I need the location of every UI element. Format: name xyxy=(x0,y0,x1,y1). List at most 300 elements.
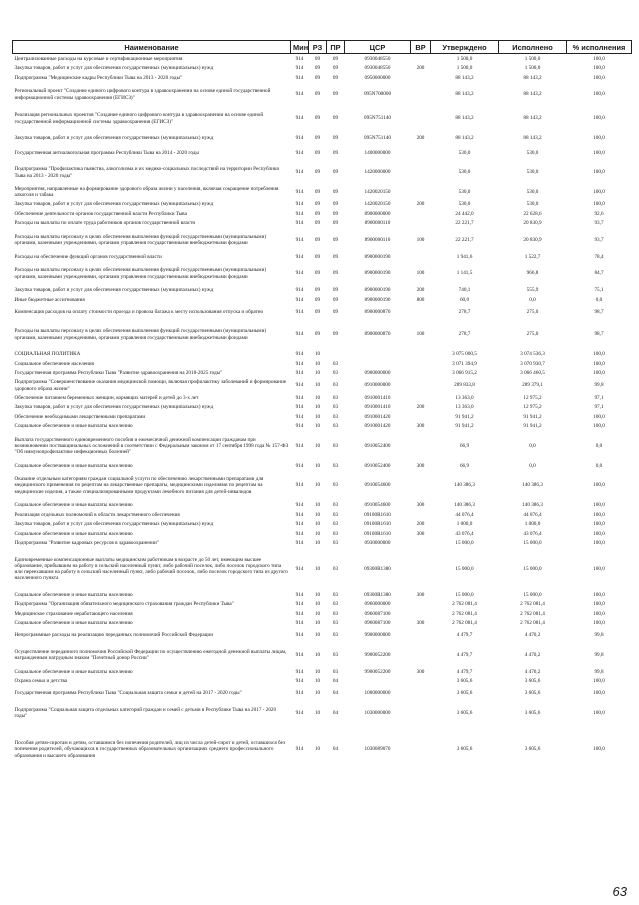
table-row xyxy=(13,262,632,286)
col-approved: 140 386,3 xyxy=(454,502,475,509)
table-row xyxy=(13,422,632,432)
col-csr: 0910001410 xyxy=(364,394,391,401)
col-csr: 8900000190 xyxy=(364,287,391,294)
col-name: Централизованные расходы на курсовые и сертификационные мероприятия xyxy=(14,55,183,62)
col-name: Подпрограмма "Социальная защита отдельных категорий граждан и семей с детьми в Республике Тыва на 2017 - 2020 годы" xyxy=(14,706,277,719)
col-approved: 88 143,2 xyxy=(455,91,474,98)
col-rz: 09 xyxy=(314,91,321,98)
table-row xyxy=(13,369,632,379)
col-executed: 3 605,6 xyxy=(524,709,541,716)
table-row xyxy=(13,54,632,64)
col-percent: 100,0 xyxy=(593,65,605,72)
col-min: 914 xyxy=(295,530,304,537)
col-csr: 9900000000 xyxy=(364,632,391,639)
col-executed: 0,0 xyxy=(529,462,536,469)
table-row xyxy=(13,643,632,667)
col-approved: 91 941,2 xyxy=(455,413,474,420)
col-csr: 8900000870 xyxy=(364,331,391,338)
col-approved: 66,9 xyxy=(459,442,470,449)
col-min: 914 xyxy=(295,565,304,572)
col-name: Подпрограмма "Развитие кадровых ресурсов в здравоохранении" xyxy=(14,540,159,547)
table-row xyxy=(13,548,632,590)
table-row xyxy=(13,471,632,501)
col-name: Социальное обеспечение и иные выплаты населению xyxy=(14,620,133,627)
col-executed: 0,0 xyxy=(529,442,536,449)
col-percent: 100,0 xyxy=(593,201,605,208)
col-rz: 10 xyxy=(314,394,321,401)
col-approved: 3 075 000,5 xyxy=(452,351,477,358)
col-executed: 88 143,2 xyxy=(523,115,542,122)
col-vr xyxy=(411,73,431,83)
col-vr: 300 xyxy=(416,462,425,469)
col-name: Социальное обеспечение и иные выплаты населению xyxy=(14,502,133,509)
col-rz: 10 xyxy=(314,678,321,685)
col-pr: 04 xyxy=(332,709,339,716)
col-approved: 2 762 081,4 xyxy=(452,601,477,608)
col-executed: 275,0 xyxy=(526,308,539,315)
col-min: 914 xyxy=(295,370,304,377)
col-csr: 09100R1610 xyxy=(364,521,391,528)
col-approved: 2 762 081,4 xyxy=(452,610,477,617)
col-rz: 10 xyxy=(314,601,321,608)
col-percent: 100,0 xyxy=(593,188,605,195)
col-vr xyxy=(411,146,431,161)
col-vr: 200 xyxy=(416,201,425,208)
col-percent: 100,0 xyxy=(593,521,605,528)
col-vr: 200 xyxy=(416,404,425,411)
col-name: Социальное обеспечение населения xyxy=(14,360,94,367)
col-csr xyxy=(345,359,411,369)
col-rz: 10 xyxy=(314,610,321,617)
col-rz: 10 xyxy=(314,482,321,489)
col-min: 914 xyxy=(295,620,304,627)
col-rz: 09 xyxy=(314,287,321,294)
col-rz: 09 xyxy=(314,169,321,176)
col-csr: 9900052200 xyxy=(364,668,391,675)
col-executed: 4 470,2 xyxy=(524,651,541,658)
col-approved: 3 605,6 xyxy=(456,678,473,685)
table-row xyxy=(13,431,632,461)
col-executed: 15 000,0 xyxy=(523,540,542,547)
table-row xyxy=(13,619,632,629)
col-percent: 100,0 xyxy=(593,678,605,685)
col-name: Обеспечение деятельности органов государственной власти Республики Тыва xyxy=(14,210,187,217)
col-csr: 0910054600 xyxy=(364,502,391,509)
col-percent: 99,8 xyxy=(594,382,604,389)
col-min: 914 xyxy=(295,65,304,72)
col-min: 914 xyxy=(295,502,304,509)
col-percent: 98,7 xyxy=(594,308,604,315)
col-vr: 300 xyxy=(416,591,425,598)
col-rz: 10 xyxy=(314,442,321,449)
col-csr: 1420020150 xyxy=(364,201,391,208)
col-pr: 03 xyxy=(332,394,339,401)
col-executed: 91 941,2 xyxy=(523,413,542,420)
col-percent: 100,0 xyxy=(593,413,605,420)
col-pr: 09 xyxy=(332,115,339,122)
col-min: 914 xyxy=(295,668,304,675)
col-csr: 0900000000 xyxy=(364,370,391,377)
col-percent: 93,7 xyxy=(594,220,604,227)
col-pr: 09 xyxy=(332,270,339,277)
col-csr: 0950000000 xyxy=(364,74,391,81)
col-name: Социальное обеспечение и иные выплаты населению xyxy=(14,668,133,675)
col-vr: 200 xyxy=(416,287,425,294)
col-vr: 200 xyxy=(416,65,425,72)
col-vr xyxy=(411,252,431,262)
col-approved: 15 000,0 xyxy=(455,565,474,572)
col-csr: 9900052200 xyxy=(364,651,391,658)
col-min: 914 xyxy=(295,540,304,547)
col-csr: 8900000110 xyxy=(364,220,391,227)
col-min: 914 xyxy=(295,220,304,227)
col-name: Реализация региональных проектов "Создание единого цифрового контура в здравоохранении на основе единой государственной информационной системы здравоохранения (ЕГИСЗ)" xyxy=(14,112,264,125)
col-min: 914 xyxy=(295,651,304,658)
col-name: Государственная программа Республики Тыва "Развитие здравоохранения на 2018-2025 годы" xyxy=(14,370,223,377)
col-csr: 0930048550 xyxy=(364,55,391,62)
col-percent: 100,0 xyxy=(593,482,605,489)
col-csr: 0960000000 xyxy=(364,601,391,608)
col-approved: 3 605,6 xyxy=(456,709,473,716)
col-executed: 44 076,4 xyxy=(523,511,542,518)
col-rz: 09 xyxy=(314,210,321,217)
col-csr: 0910052400 xyxy=(364,462,391,469)
col-pr: 03 xyxy=(332,442,339,449)
col-executed: 4 470,2 xyxy=(524,632,541,639)
col-name: Охрана семьи и детства xyxy=(14,678,68,685)
col-min: 914 xyxy=(295,134,304,141)
col-executed: 530,0 xyxy=(526,188,539,195)
col-vr xyxy=(411,539,431,549)
col-percent: 100,0 xyxy=(593,530,605,537)
col-pr: 03 xyxy=(332,423,339,430)
col-approved: 22 221,7 xyxy=(455,220,474,227)
col-pr: 09 xyxy=(332,220,339,227)
col-min: 914 xyxy=(295,236,304,243)
col-min: 914 xyxy=(295,210,304,217)
col-name: Социальное обеспечение и иные выплаты населению xyxy=(14,462,133,469)
col-pr: 03 xyxy=(332,540,339,547)
col-pr: 09 xyxy=(332,308,339,315)
col-csr: 1400000000 xyxy=(364,149,391,156)
col-rz: 09 xyxy=(314,308,321,315)
table-row xyxy=(13,185,632,200)
col-min: 914 xyxy=(295,296,304,303)
col-vr xyxy=(411,510,431,520)
col-vr xyxy=(411,686,431,701)
col-rz: 10 xyxy=(314,591,321,598)
col-rz: 09 xyxy=(314,253,321,260)
col-vr xyxy=(411,83,431,107)
col-pr: 03 xyxy=(332,360,339,367)
col-percent: 99,8 xyxy=(594,668,604,675)
col-executed: 275,0 xyxy=(526,331,539,338)
table-row xyxy=(13,83,632,107)
col-name: Иные бюджетные ассигнования xyxy=(14,296,85,303)
col-min: 914 xyxy=(295,404,304,411)
col-csr: 1030089070 xyxy=(364,746,391,753)
col-name: Пособия детям-сиротам и детям, оставшимся без попечения родителей, лиц из числа детей-сирот и детей, оставшихся без попечения родителей, обучающихся в государственных образовательных организациях среднего профессионального образования и высшего образования xyxy=(14,740,286,759)
col-executed: 530,0 xyxy=(526,149,539,156)
col-csr: 0910001410 xyxy=(364,404,391,411)
col-rz: 10 xyxy=(314,709,321,716)
col-executed: 1 522,7 xyxy=(524,253,541,260)
col-csr xyxy=(345,350,411,360)
col-csr: 0960087100 xyxy=(364,620,391,627)
col-executed: 91 941,2 xyxy=(523,423,542,430)
table-row xyxy=(13,146,632,161)
col-rz: 09 xyxy=(314,296,321,303)
header-vr: ВР xyxy=(411,41,431,54)
col-executed: 1 000,0 xyxy=(524,521,541,528)
col-rz: 09 xyxy=(314,65,321,72)
col-approved: 740,1 xyxy=(458,287,471,294)
col-vr: 300 xyxy=(416,530,425,537)
col-name: Социальное обеспечение и иные выплаты населению xyxy=(14,591,133,598)
col-pr: 09 xyxy=(332,149,339,156)
table-row xyxy=(13,520,632,530)
col-approved: 530,0 xyxy=(458,169,471,176)
col-vr: 800 xyxy=(416,296,425,303)
col-rz: 10 xyxy=(314,413,321,420)
col-percent: 100,0 xyxy=(593,74,605,81)
table-row xyxy=(13,461,632,471)
col-csr: 0910001420 xyxy=(364,423,391,430)
col-min: 914 xyxy=(295,169,304,176)
col-rz: 09 xyxy=(314,220,321,227)
col-percent: 100,0 xyxy=(593,610,605,617)
col-pr: 03 xyxy=(332,404,339,411)
col-name: Закупка товаров, работ и услуг для обеспечения государственных (муниципальных) нужд xyxy=(14,201,214,208)
col-rz: 09 xyxy=(314,149,321,156)
col-rz: 10 xyxy=(314,423,321,430)
col-rz: 09 xyxy=(314,134,321,141)
col-percent: 100,0 xyxy=(593,351,605,358)
col-executed: 15 000,0 xyxy=(523,591,542,598)
col-rz: 10 xyxy=(314,382,321,389)
col-min: 914 xyxy=(295,678,304,685)
col-min: 914 xyxy=(295,591,304,598)
col-executed: 2 762 081,4 xyxy=(520,601,545,608)
table-row xyxy=(13,609,632,619)
col-name: Выплата государственного единовременного пособия и ежемесячной денежной компенсации гражданам при возникновении поствакцинальных осложнений в соответствии с Федеральным законом от 17 сентября 1998 года № 157-ФЗ "Об иммунопрофилактике инфекционных болезней" xyxy=(14,436,289,456)
table-row xyxy=(13,677,632,687)
col-pr: 09 xyxy=(332,210,339,217)
col-approved: 289 833,8 xyxy=(454,382,475,389)
col-vr: 300 xyxy=(416,502,425,509)
col-min: 914 xyxy=(295,360,304,367)
col-name: Расходы на выплаты по оплате труда работников органов государственной власти xyxy=(14,220,196,227)
col-min: 914 xyxy=(295,55,304,62)
col-pr: 09 xyxy=(332,134,339,141)
col-approved: 22 221,7 xyxy=(455,236,474,243)
col-approved: 43 076,4 xyxy=(455,530,474,537)
col-vr: 300 xyxy=(416,620,425,627)
col-name: Подпрограмма "Совершенствование оказания медицинской помощи, включая профилактику заболеваний и формирование здорового образа жизни" xyxy=(14,379,287,392)
col-csr: 8900000870 xyxy=(364,308,391,315)
col-rz: 10 xyxy=(314,511,321,518)
col-approved: 88 143,2 xyxy=(455,134,474,141)
col-pr: 09 xyxy=(332,236,339,243)
col-pr: 09 xyxy=(332,169,339,176)
header-csr: ЦСР xyxy=(345,41,411,54)
col-name: Оказание отдельным категориям граждан социальной услуги по обеспечению лекарственными препаратами для медицинского применения по рецептам на лекарственные препараты, медицинскими изделиями по рецептам на медицинские изделия, а также специализированными продуктами лечебного питания для детей-инвалидов xyxy=(14,476,264,495)
table-row xyxy=(13,403,632,413)
budget-execution-table xyxy=(12,40,632,774)
col-vr xyxy=(411,185,431,200)
col-vr xyxy=(411,369,431,379)
col-rz: 10 xyxy=(314,370,321,377)
col-vr xyxy=(411,209,431,219)
col-pr: 09 xyxy=(332,253,339,260)
col-executed: 0,0 xyxy=(529,296,536,303)
col-min: 914 xyxy=(295,746,304,753)
table-row xyxy=(13,725,632,774)
col-percent: 100,0 xyxy=(593,620,605,627)
col-executed: 88 143,2 xyxy=(523,134,542,141)
col-percent: 100,0 xyxy=(593,360,605,367)
col-vr xyxy=(411,609,431,619)
col-executed: 2 762 081,4 xyxy=(520,620,545,627)
col-min: 914 xyxy=(295,74,304,81)
col-min: 914 xyxy=(295,149,304,156)
col-min: 914 xyxy=(295,482,304,489)
col-executed: 3 074 536,3 xyxy=(520,351,545,358)
col-rz: 10 xyxy=(314,668,321,675)
col-pr: 03 xyxy=(332,521,339,528)
col-rz: 09 xyxy=(314,74,321,81)
col-rz: 09 xyxy=(314,188,321,195)
col-rz: 09 xyxy=(314,331,321,338)
col-vr xyxy=(411,350,431,360)
col-vr xyxy=(411,725,431,774)
col-pr: 09 xyxy=(332,188,339,195)
col-approved: 530,0 xyxy=(458,188,471,195)
col-approved: 3 605,6 xyxy=(456,690,473,697)
col-min: 914 xyxy=(295,462,304,469)
col-min: 914 xyxy=(295,690,304,697)
col-min: 914 xyxy=(295,91,304,98)
header-executed: Исполнено xyxy=(499,41,567,54)
col-csr: 09100R1610 xyxy=(364,530,391,537)
col-name: Государственная программа Республики Тыва "Социальная защита семьи и детей на 2017 - 2020 годы" xyxy=(14,690,242,697)
col-pr: 03 xyxy=(332,382,339,389)
col-pr: 03 xyxy=(332,511,339,518)
col-percent: 100,0 xyxy=(593,134,605,141)
col-min: 914 xyxy=(295,511,304,518)
col-name: Закупка товаров, работ и услуг для обеспечения государственных (муниципальных) нужд xyxy=(14,65,214,72)
col-percent: 97,1 xyxy=(594,404,604,411)
col-approved: 3 605,6 xyxy=(456,746,473,753)
col-name: Компенсация расходов на оплату стоимости проезда и провоза багажа к месту использования отпуска и обратно xyxy=(14,308,264,315)
col-approved: 4 479,7 xyxy=(456,651,473,658)
col-percent: 100,0 xyxy=(593,91,605,98)
table-row xyxy=(13,686,632,701)
col-vr xyxy=(411,393,431,403)
table-row xyxy=(13,161,632,185)
col-pr: 03 xyxy=(332,620,339,627)
col-vr: 100 xyxy=(416,331,425,338)
col-min: 914 xyxy=(295,423,304,430)
col-vr xyxy=(411,701,431,725)
col-approved: 1 141,5 xyxy=(456,270,473,277)
col-vr xyxy=(411,628,431,643)
col-percent: 78,4 xyxy=(594,253,604,260)
col-vr xyxy=(411,54,431,64)
col-percent: 97,1 xyxy=(594,394,604,401)
header-pr: ПР xyxy=(327,41,345,54)
page-number: 63 xyxy=(612,884,627,899)
col-csr: 0930000000 xyxy=(364,540,391,547)
table-row xyxy=(13,539,632,549)
col-vr xyxy=(411,677,431,687)
col-min: 914 xyxy=(295,351,304,358)
col-rz: 09 xyxy=(314,201,321,208)
col-vr xyxy=(411,378,431,393)
col-min: 914 xyxy=(295,601,304,608)
col-csr: 095N751140 xyxy=(364,134,391,141)
col-name: Расходы на выплаты персоналу в целях обеспечения выполнения функций государственными (муниципальными) органами, казенными учреждениями, органами управления государственными внебюджетными фондами xyxy=(14,233,267,246)
col-vr: 100 xyxy=(416,236,425,243)
col-csr: 0960087100 xyxy=(364,610,391,617)
col-rz: 10 xyxy=(314,746,321,753)
col-percent: 98,7 xyxy=(594,331,604,338)
col-executed: 3 066 460,5 xyxy=(520,370,545,377)
col-name: Осуществление переданного полномочия Российской Федерации по осуществлению ежегодной денежной выплаты лицам, награжденным нагрудным знаком "Почетный донор России" xyxy=(14,648,287,661)
col-csr: 095N751140 xyxy=(364,115,391,122)
col-name: Обеспечение необходимыми лекарственными препаратами xyxy=(14,413,146,420)
table-body xyxy=(13,54,632,775)
col-csr: 8900000110 xyxy=(364,236,391,243)
col-csr: 8900000190 xyxy=(364,296,391,303)
col-approved: 88 143,2 xyxy=(455,115,474,122)
col-name: Подпрограмма "Профилактика пьянства, алкоголизма и их медико-социальных последствий на территории Республики Тыва на 2013 - 2020 годы" xyxy=(14,166,280,179)
col-min: 914 xyxy=(295,442,304,449)
col-percent: 100,0 xyxy=(593,115,605,122)
col-csr: 09300R1380 xyxy=(364,591,391,598)
col-name: Реализация отдельных полномочий в области лекарственного обеспечения xyxy=(14,511,180,518)
col-pr: 03 xyxy=(332,668,339,675)
col-name: Расходы на выплаты персоналу в целях обеспечения выполнения функций государственными (муниципальными) органами, казенными учреждениями, органами управления государственными внебюджетными фондами xyxy=(14,267,267,280)
col-approved: 278,7 xyxy=(458,308,471,315)
col-percent: 100,0 xyxy=(593,690,605,697)
col-pr: 03 xyxy=(332,601,339,608)
col-pr xyxy=(327,350,345,360)
col-executed: 20 830,9 xyxy=(523,236,542,243)
table-row xyxy=(13,209,632,219)
col-executed: 530,0 xyxy=(526,169,539,176)
col-vr xyxy=(411,305,431,320)
header-min: Мин xyxy=(291,41,309,54)
col-pr: 09 xyxy=(332,65,339,72)
table-row xyxy=(13,590,632,600)
table-row xyxy=(13,252,632,262)
col-percent: 99,8 xyxy=(594,632,604,639)
col-approved: 13 363,0 xyxy=(455,394,474,401)
col-percent: 99,8 xyxy=(594,651,604,658)
col-csr xyxy=(345,677,411,687)
col-rz: 10 xyxy=(314,540,321,547)
col-executed: 289 379,1 xyxy=(522,382,543,389)
col-executed: 140 386,3 xyxy=(522,502,543,509)
col-executed: 4 470,2 xyxy=(524,668,541,675)
col-rz: 09 xyxy=(314,270,321,277)
table-row xyxy=(13,107,632,131)
col-name: Единовременные компенсационные выплаты медицинским работникам в возрасте до 50 лет, имеющим высшее образование, прибывшим на работу в сельский населенный пункт, либо рабочий поселок, либо поселок городского типа или переехавшим на работу в сельский населенный пункт, либо рабочий поселок, либо поселок городского типа из другого населенного пункта xyxy=(14,556,288,582)
col-pr: 03 xyxy=(332,591,339,598)
col-executed: 2 762 081,4 xyxy=(520,610,545,617)
col-pr: 03 xyxy=(332,482,339,489)
